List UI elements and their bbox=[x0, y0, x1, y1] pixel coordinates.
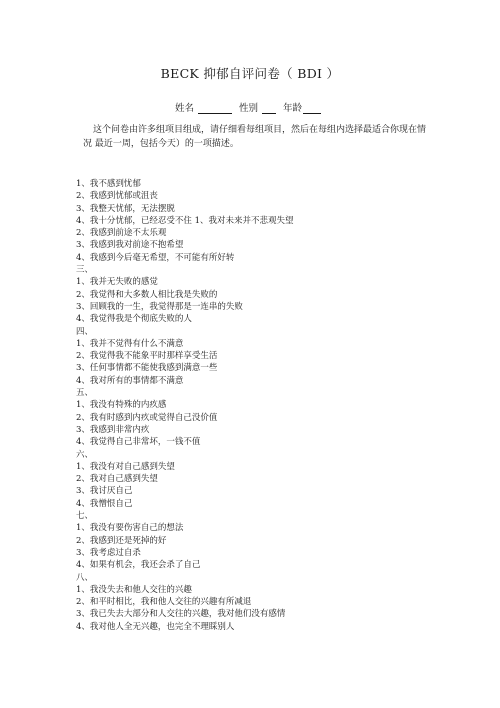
page-title: BECK 抑郁自评问卷（ BDI ） bbox=[160, 66, 340, 81]
answer-option[interactable]: 2、我感到还是死掉的好 bbox=[76, 535, 167, 546]
answer-option[interactable]: 3、回顾我的一生，我觉得那是一连串的失败 bbox=[76, 301, 243, 312]
answer-option[interactable]: 3、我讨厌自己 bbox=[76, 486, 133, 497]
group-heading: 四、 bbox=[76, 326, 94, 337]
answer-option[interactable]: 1、我不感到忧郁 bbox=[76, 179, 141, 189]
group-heading: 八、 bbox=[76, 572, 94, 583]
instructions-paragraph: 这个问卷由许多组项目组成，请仔细看每组项目，然后在每组内选择最适合你现在情况 最近一周，包括今天）的一项描述。 bbox=[83, 125, 427, 149]
name-field[interactable] bbox=[198, 103, 232, 114]
answer-option[interactable]: 2、我有时感到内疚或觉得自己没价值 bbox=[76, 412, 218, 423]
answer-option[interactable]: 4、我觉得我是个彻底失败的人 bbox=[76, 314, 192, 325]
gender-field[interactable] bbox=[262, 103, 276, 114]
answer-option[interactable]: 4、我对他人全无兴趣，也完全不理睬别人 bbox=[76, 621, 235, 632]
answer-option[interactable]: 1、我没有要伤害自己的想法 bbox=[76, 523, 184, 534]
answer-option[interactable]: 1、我没有特殊的内疚感 bbox=[76, 400, 167, 411]
answer-option[interactable]: 4、我十分忧郁，已经忍受不住 1、我对未来并不悲观失望 bbox=[76, 215, 294, 226]
answer-option[interactable]: 2、我觉得我不能象平时那样享受生活 bbox=[76, 351, 218, 362]
answer-option[interactable]: 4、我觉得自己非常坏，一钱不值 bbox=[76, 437, 201, 448]
respondent-fields bbox=[0, 100, 500, 114]
answer-option[interactable]: 4、如果有机会，我还会杀了自己 bbox=[76, 560, 201, 571]
answer-option[interactable]: 3、我已失去大部分和人交往的兴趣，我对他们没有感情 bbox=[76, 609, 286, 620]
name-label: 姓名 bbox=[174, 103, 194, 114]
answer-option[interactable]: 1、我没失去和他人交往的兴趣 bbox=[76, 584, 192, 595]
answer-option[interactable]: 4、我对所有的事情都不满意 bbox=[76, 375, 184, 386]
answer-option[interactable]: 3、我考虑过自杀 bbox=[76, 547, 141, 558]
answer-option[interactable]: 1、我没有对自己感到失望 bbox=[76, 461, 175, 472]
answer-option[interactable]: 2、我感到前途不太乐观 bbox=[76, 228, 167, 239]
answer-option[interactable]: 3、任何事情都不能使我感到满意一些 bbox=[76, 363, 218, 374]
answer-option[interactable]: 3、我感到我对前途不抱希望 bbox=[76, 240, 184, 251]
answer-option[interactable]: 2、我感到忧郁或沮丧 bbox=[76, 191, 158, 202]
answer-option[interactable]: 3、我整天忧郁，无法摆脱 bbox=[76, 203, 175, 214]
group-heading: 五、 bbox=[76, 388, 94, 399]
age-field[interactable] bbox=[303, 103, 321, 114]
answer-option[interactable]: 1、我并无失败的感觉 bbox=[76, 277, 158, 288]
questionnaire-body bbox=[76, 178, 436, 633]
answer-option[interactable]: 2、我对自己感到失望 bbox=[76, 474, 158, 485]
answer-option[interactable]: 2、我觉得和大多数人相比我是失败的 bbox=[76, 289, 218, 300]
answer-option[interactable]: 2、和平时相比，我和他人交往的兴趣有所减退 bbox=[76, 597, 252, 608]
group-heading: 七、 bbox=[76, 511, 94, 522]
group-heading: 三、 bbox=[76, 265, 94, 276]
answer-option[interactable]: 4、我憎恨自己 bbox=[76, 498, 133, 509]
answer-option[interactable]: 3、我感到非常内疚 bbox=[76, 424, 150, 435]
group-heading: 六、 bbox=[76, 449, 94, 460]
age-label: 年龄 bbox=[283, 103, 303, 114]
gender-label: 性别 bbox=[238, 103, 258, 114]
answer-option[interactable]: 4、我感到今后毫无希望，不可能有所好转 bbox=[76, 252, 235, 263]
answer-option[interactable]: 1、我并不觉得有什么不满意 bbox=[76, 338, 184, 349]
